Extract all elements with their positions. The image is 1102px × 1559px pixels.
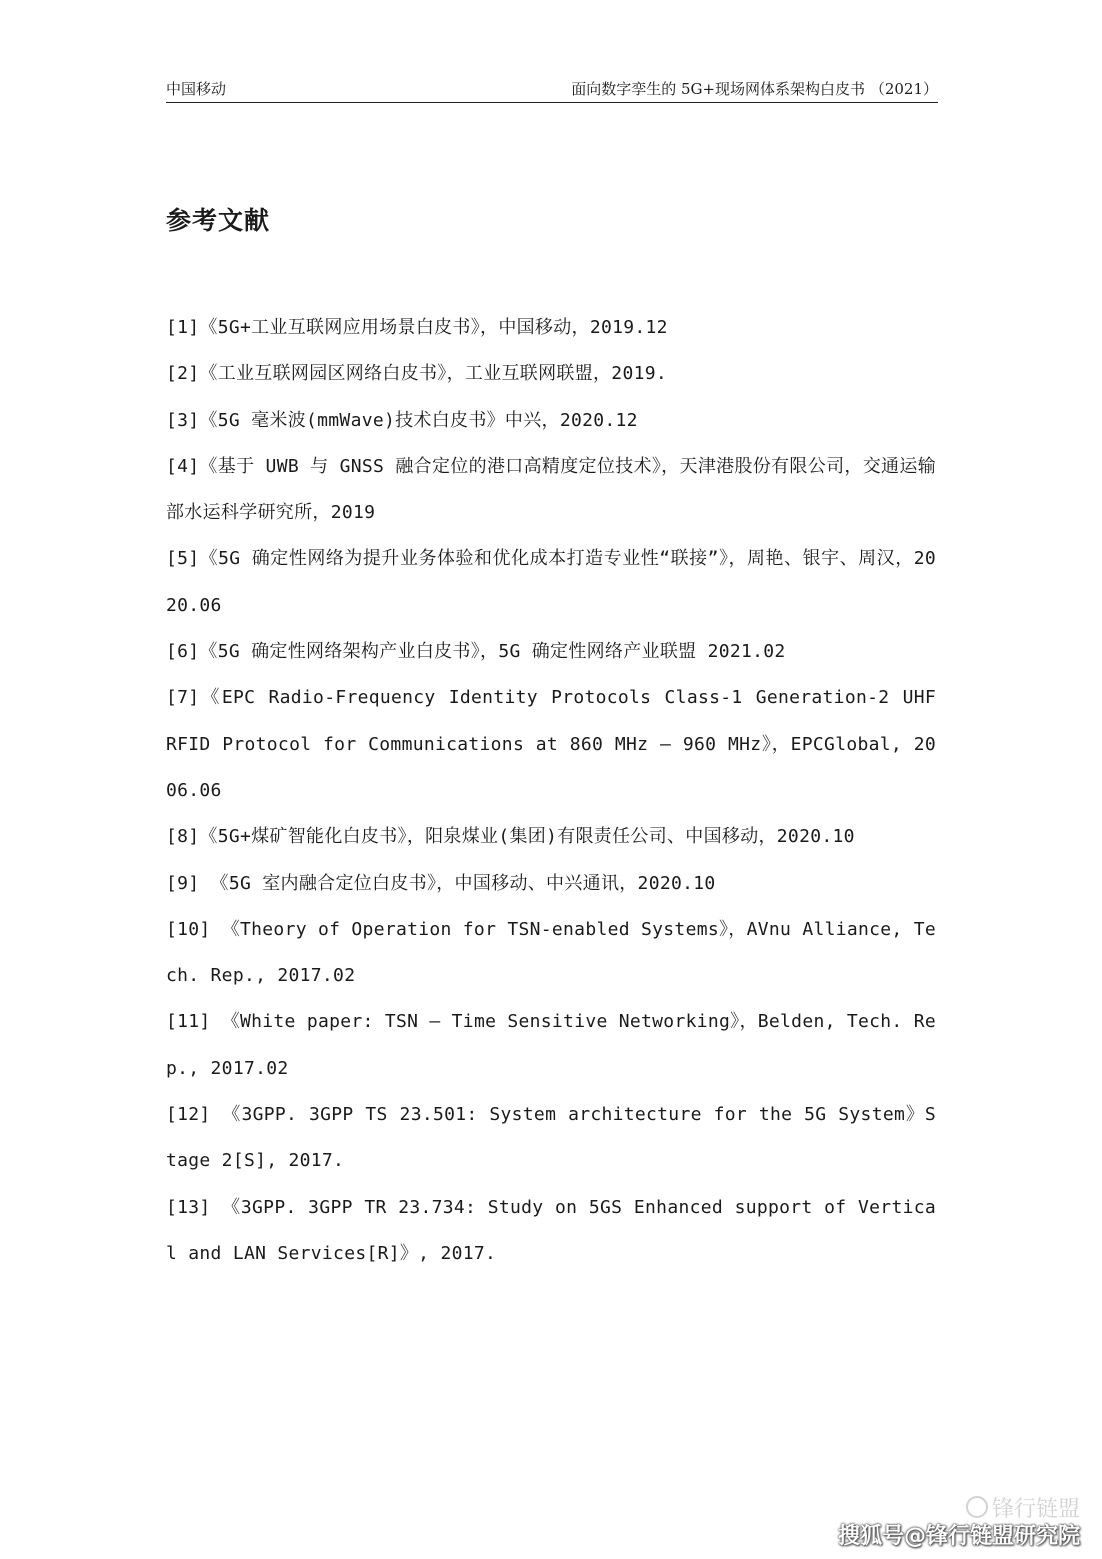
section-title: 参考文献 <box>166 206 271 235</box>
reference-item-10: [10] 《Theory of Operation for TSN-enabled Systems》，AVnu Alliance, Tech. Rep., 2017.02 <box>166 918 936 987</box>
reference-item-11: [11] 《White paper: TSN – Time Sensitive Networking》，Belden, Tech. Rep., 2017.02 <box>166 1011 936 1079</box>
sohu-watermark: 搜狐号@锋行链盟研究院 <box>837 1524 1080 1549</box>
reference-item-13: [13] 《3GPP. 3GPP TR 23.734: Study on 5GS Enhanced support of Vertical and LAN Services[R]》, 2017. <box>166 1196 936 1264</box>
reference-item-1: [1]《5G+工业互联网应用场景白皮书》，中国移动，2019.12 <box>166 317 668 338</box>
reference-item-12: [12] 《3GPP. 3GPP TS 23.501: System architecture for the 5G System》Stage 2[S], 2017. <box>166 1104 936 1172</box>
reference-item-2: [2]《工业互联网园区网络白皮书》，工业互联网联盟，2019. <box>166 363 667 385</box>
reference-item-5: [5]《5G 确定性网络为提升业务体验和优化成本打造专业性“联接”》，周艳、银宇、周汉，2020.06 <box>166 548 936 616</box>
reference-item-8: [8]《5G+煤矿智能化白皮书》，阳泉煤业(集团)有限责任公司、中国移动，2020.10 <box>166 826 855 848</box>
reference-item-7: [7]《EPC Radio-Frequency Identity Protocols Class-1 Generation-2 UHF RFID Protocol for Communications at 860 MHz – 960 MHz》，EPCGlobal, 2006.06 <box>166 687 936 801</box>
watermark-logo-icon <box>966 1496 988 1518</box>
reference-list <box>166 305 936 1277</box>
reference-item-4: [4]《基于 UWB 与 GNSS 融合定位的港口高精度定位技术》，天津港股份有限公司，交通运输部水运科学研究所，2019 <box>166 455 936 524</box>
faint-watermark-text: 锋行链盟 <box>991 1497 1080 1522</box>
reference-item-3: [3]《5G 毫米波(mmWave)技术白皮书》中兴，2020.12 <box>166 409 638 431</box>
header-org: 中国移动 <box>166 80 227 98</box>
page-header <box>166 78 938 103</box>
header-document-title: 面向数字孪生的 5G+现场网体系架构白皮书 （2021） <box>571 80 938 98</box>
reference-item-6: [6]《5G 确定性网络架构产业白皮书》，5G 确定性网络产业联盟 2021.02 <box>166 641 786 663</box>
reference-item-9: [9] 《5G 室内融合定位白皮书》，中国移动、中兴通讯，2020.10 <box>166 872 716 894</box>
